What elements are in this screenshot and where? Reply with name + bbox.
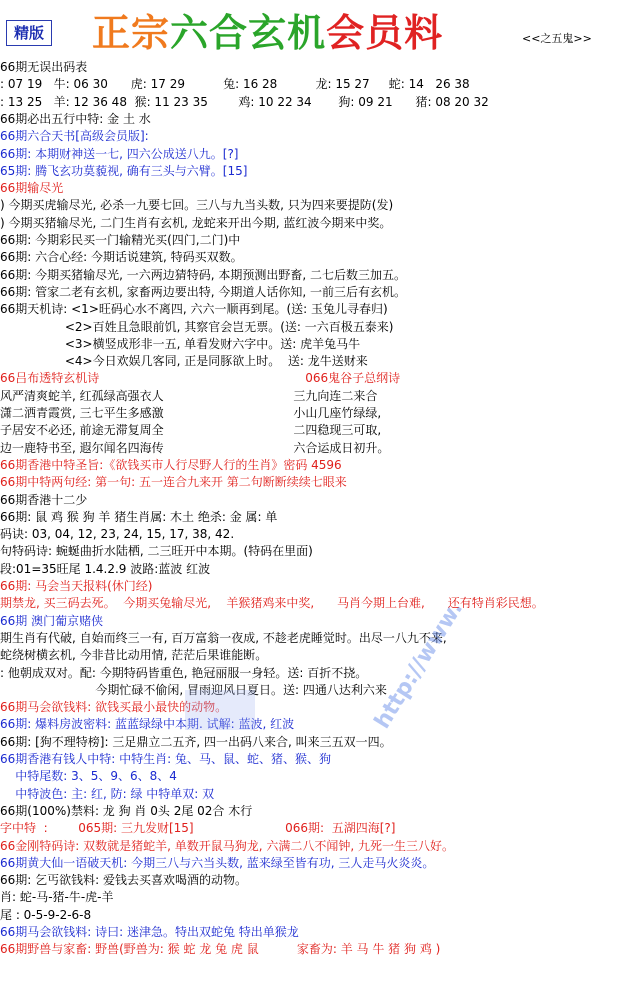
content-line: 中特尾数: 3、5、9、6、8、4	[0, 769, 177, 784]
content-line: : 07 19 牛: 06 30 虎: 17 29 兔: 16 28 龙: 15 27 蛇: 14 26 38	[0, 77, 470, 92]
title-char: 机	[287, 11, 327, 55]
content-line: 尾 : 0-5-9-2-6-8	[0, 907, 92, 922]
content-line: 今期忙碌不偷闲, 冒雨迎风日夏日。送: 四通八达利六来	[0, 682, 387, 697]
content-line: 66期马会欲钱料: 欲钱买最小最快的动物。	[0, 700, 228, 715]
title-char: 料	[404, 11, 444, 55]
content-line: 66期: 六合心经: 今期话说建筑, 特码买双数。	[0, 250, 243, 265]
content-line: 66期黄大仙一语破天机: 今期三八与六当头数, 蓝来绿至皆有功, 三人走马火炎炎。	[0, 855, 435, 870]
content-line: 66期(100%)禁料: 龙 狗 肖 0头 2尾 02合 木行	[0, 803, 253, 818]
content-line: 66期: 鼠 鸡 猴 狗 羊 猪生肖属: 木土 绝杀: 金 属: 单	[0, 509, 278, 524]
content-line: 66期: 马会当天报料(休门经)	[0, 579, 153, 593]
content-line: 66期输尽光	[0, 181, 64, 196]
content-line: 66吕布透特玄机诗 066鬼谷子总纲诗	[0, 371, 401, 386]
content-line: 句特码诗: 蜿蜒曲折水陆栖, 二三旺开中本期。(特码在里面)	[0, 544, 313, 559]
content-line: 66期: 管家二老有玄机, 家畜两边要出特, 今期道人话你知, 一前三后有玄机。	[0, 284, 407, 299]
content-line: 66期: 今期彩民买一门输精光买(四门,二门)中	[0, 233, 241, 247]
content-line: 字中特 : 065期: 三九发财[15] 066期: 五湖四海[?]	[0, 821, 396, 836]
content-line: ) 今期买猪输尽光, 二门生肖有玄机, 龙蛇来开出今期, 蓝红波今期来中奖。	[0, 215, 392, 230]
content-line: ) 今期买虎输尽光, 必杀一九要七回。三八与九当头数, 只为四来要提防(发)	[0, 198, 394, 213]
content-line: 蛇绕树横玄机, 今非昔比动用情, 茫茫后果谁能断。	[0, 648, 268, 663]
content-line: <2>百姓且急眼前饥, 其察官会岂无票。(送: 一六百极五泰来)	[0, 319, 394, 334]
content-line: 期禁龙, 买三码去死。 今期买兔输尽光, 羊猴猪鸡来中奖, 马肖今期上台难, 还有特肖彩民想。	[0, 596, 544, 611]
title-suffix: <<之五鬼>>	[522, 32, 592, 45]
watermark-text: http://www.	[370, 596, 469, 734]
content-line: <3>横竖成形非一五, 单看发财六字中。送: 虎羊兔马牛	[0, 336, 361, 351]
content-line: 66期马会欲钱料: 诗曰: 迷津急。特出双蛇兔 特出单猴龙	[0, 925, 299, 939]
title-char: 合	[209, 11, 249, 55]
content-line: 66期无误出码表	[0, 60, 88, 74]
content-line: 66期 澳门葡京赌侠	[0, 613, 104, 628]
title-char: 六	[170, 11, 210, 55]
content-line: 66期天机诗: <1>旺码心水不离四, 六六一顺再到尾。(送: 玉兔儿寻春归)	[0, 302, 388, 317]
content-line: 65期: 腾飞玄功莫藐视, 确有三头与六臂。[15]	[0, 163, 248, 178]
content-line: 66金刚特码诗: 双数就是猪蛇羊, 单数开鼠马狗龙, 六满二八不闻钟, 九死一生三八好。	[0, 838, 455, 853]
content-line: 肖: 蛇-马-猪-牛-虎-羊	[0, 890, 114, 905]
title-char: 宗	[131, 11, 171, 55]
content-line: 66期香港有钱人中特: 中特生肖: 兔、马、鼠、蛇、猪、猴、狗	[0, 752, 331, 766]
content-line: 子居安不必还, 前途无滞复周全 二四稳现三可取,	[0, 423, 382, 438]
content-line: : 13 25 羊: 12 36 48 猴: 11 23 35 鸡: 10 22 34 狗: 09 21 猪: 08 20 32	[0, 94, 489, 109]
title-char: 员	[365, 11, 405, 55]
content-line: 潇二洒青霞赏, 三七平生多感激 小山几座竹绿绿,	[0, 406, 382, 420]
content-line: 段:01=35旺尾 1.4.2.9 波路:蓝波 红波	[0, 561, 211, 576]
content-line: 66期野兽与家畜: 野兽(野兽为: 猴 蛇 龙 兔 虎 鼠 家畜为: 羊 马 牛 猪 狗 鸡 )	[0, 942, 441, 957]
title-char: 正	[92, 11, 132, 55]
content-line: 风严清爽蛇羊, 红孤绿高强衣人 三九向连二来合	[0, 388, 378, 403]
page-title	[92, 2, 443, 57]
header	[0, 0, 621, 60]
badge-jingban: 精版	[6, 20, 52, 46]
content-line: 66期: 本期财神送一七, 四六公成送八九。[?]	[0, 146, 239, 161]
content-line: 中特波色: 主: 红, 防: 绿 中特单双: 双	[0, 786, 215, 801]
content-line: 66期六合天书[高级会员版]:	[0, 129, 149, 144]
content-line: 边一鹿特书至, 遐尔闻名四海传 六合运成日初升。	[0, 440, 390, 455]
content-line: 期生肖有代破, 自始而终三一有, 百万富翁一夜成, 不趁老虎睡觉时。出尽一八九不来,	[0, 630, 447, 645]
content-line: <4>今日欢娱几客同, 正是同豚欲上时。 送: 龙牛送财来	[0, 354, 368, 369]
content-line: 66期: [狗不理特榜]: 三足鼎立二五齐, 四一出码八来合, 叫来三五双一四。	[0, 734, 392, 749]
content-line: 66期中特两句经: 第一句: 五一连合九来开 第二句断断续续七眼来	[0, 475, 347, 490]
content-line: 码诀: 03, 04, 12, 23, 24, 15, 17, 38, 42.	[0, 527, 235, 542]
content-line: 66期香港中特圣旨:《欲钱买市人行尽野人行的生肖》密码 4596	[0, 457, 342, 472]
content-line: 66期香港十二少	[0, 492, 88, 507]
title-char: 会	[326, 11, 366, 55]
content-line: 66期: 爆料房波密料: 蓝蓝绿绿中本期. 试解: 蓝波, 红波	[0, 717, 295, 732]
content-line: 66期: 乞丐欲钱料: 爱钱去买喜欢喝酒的动物。	[0, 873, 247, 888]
title-char: 玄	[248, 11, 288, 55]
content-line: 66期必出五行中特: 金 土 水	[0, 111, 151, 126]
content-line: 66期: 今期买猪输尽光, 一六两边猜特码, 本期预测出野畜, 二七后数三加五。	[0, 267, 407, 282]
content-line: : 他朝成双对。配: 今期特码皆重色, 艳冠丽服一身轻。送: 百折不挠。	[0, 665, 368, 680]
